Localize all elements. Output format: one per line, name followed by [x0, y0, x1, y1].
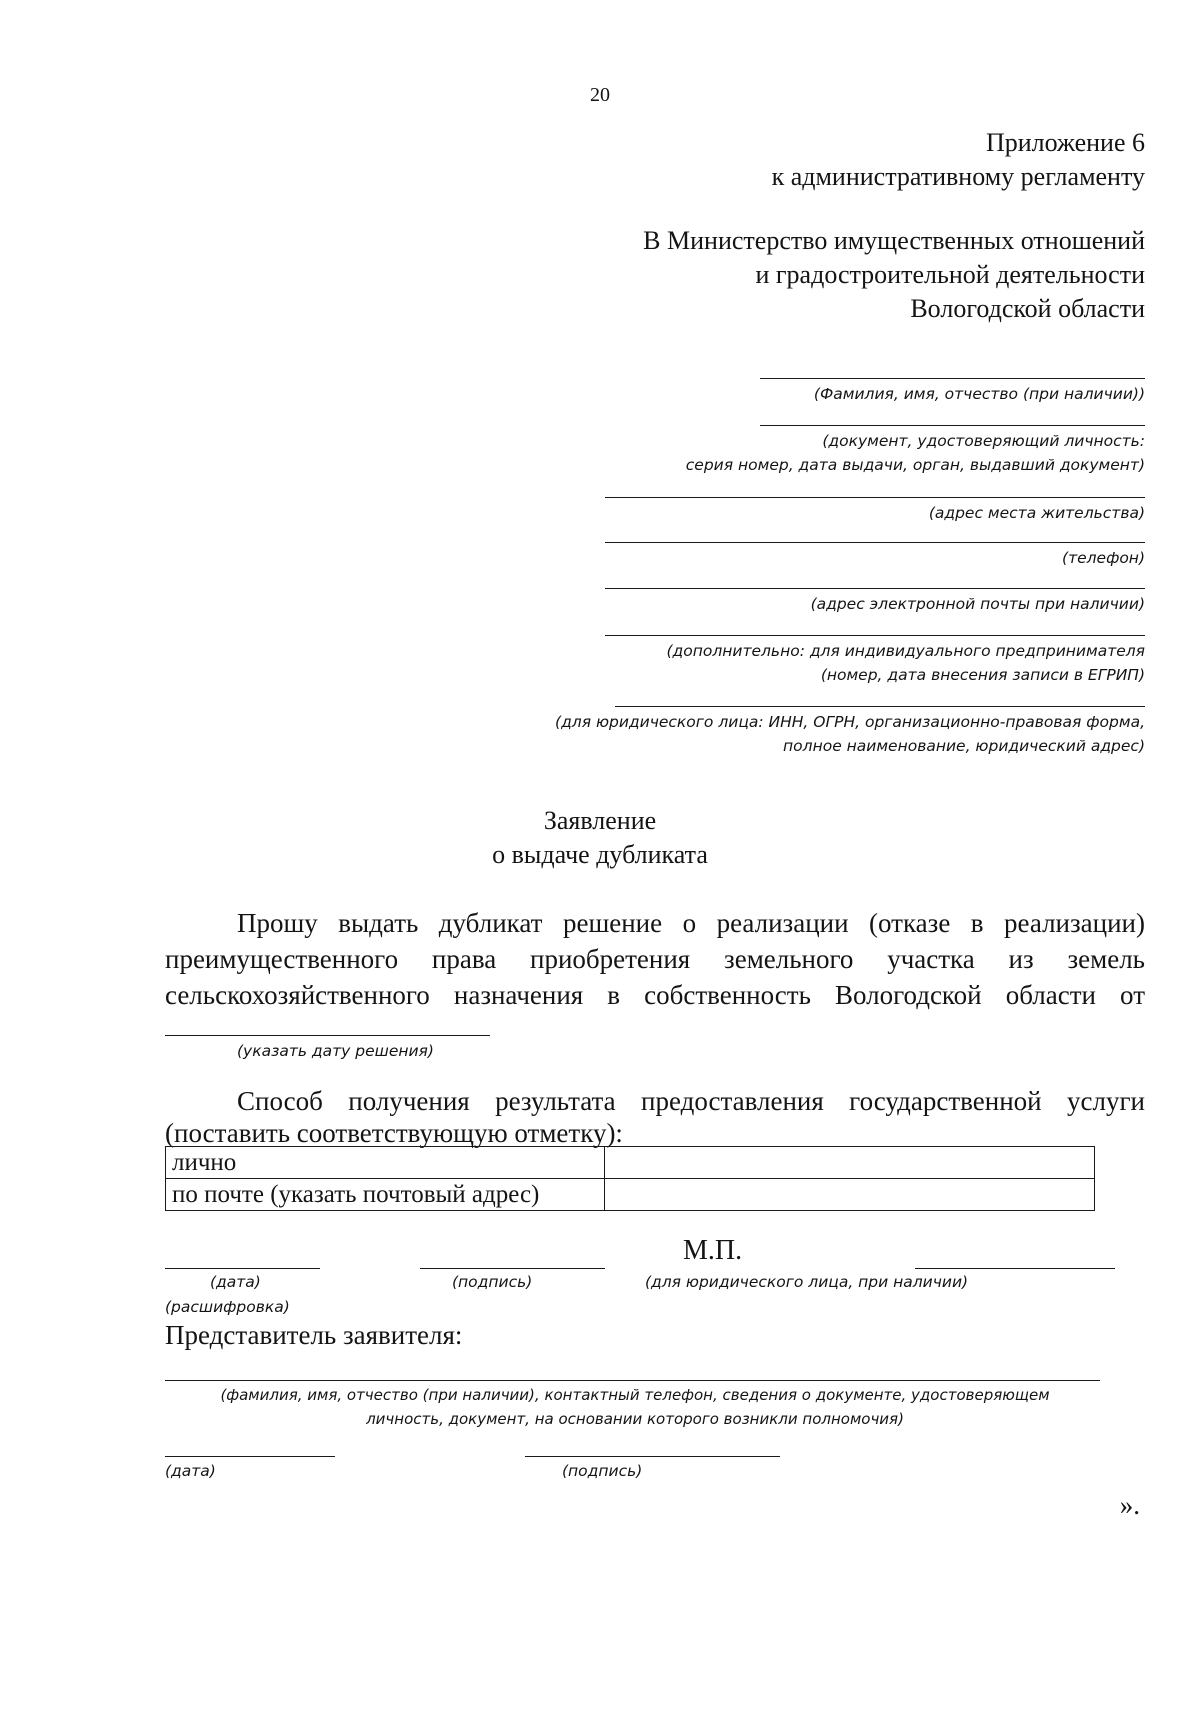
addressee-line-1: В Министерство имущественных отношений — [643, 226, 1145, 255]
document-title: Заявление — [543, 806, 657, 835]
ip-field-hint-1: (дополнительно: для индивидуального предпринимателя — [666, 642, 1145, 660]
representative-signature-line[interactable] — [525, 1456, 780, 1457]
legal-entity-field-line[interactable] — [615, 706, 1145, 707]
method-text-line-2: (поставить соответствующую отметку): — [165, 1118, 623, 1148]
legal-entity-hint-1: (для юридического лица: ИНН, ОГРН, организационно-правовая форма, — [555, 713, 1145, 731]
email-field-hint: (адрес электронной почты при наличии) — [810, 595, 1145, 613]
id-document-field-line[interactable] — [760, 425, 1145, 426]
request-text-line-1: Прошу выдать дубликат решение о реализации (отказе в реализации) — [237, 908, 1145, 938]
legal-entity-stamp-hint: (для юридического лица, при наличии) — [645, 1273, 969, 1291]
request-text-line-3: сельскохозяйственного назначения в собственность Вологодской области от — [165, 980, 1145, 1010]
representative-info-hint-2: личность, документ, на основании которого возникли полномочия) — [366, 1410, 904, 1428]
id-document-hint-1: (документ, удостоверяющий личность: — [822, 432, 1145, 450]
address-field-line[interactable] — [605, 497, 1145, 498]
delivery-method-table — [165, 1146, 1095, 1211]
addressee-line-2: и градостроительной деятельности — [755, 260, 1145, 289]
email-field-line[interactable] — [605, 588, 1145, 589]
representative-info-line[interactable] — [165, 1380, 1100, 1381]
phone-field-hint: (телефон) — [1062, 549, 1145, 567]
request-text-line-2: преимущественного права приобретения земельного участка из земель — [165, 944, 1145, 974]
applicant-decode-hint: (расшифровка) — [165, 1298, 290, 1316]
delivery-option-row — [166, 1179, 1095, 1211]
delivery-option-label: по почте (указать почтовый адрес) — [166, 1179, 605, 1211]
representative-signature-hint: (подпись) — [562, 1462, 643, 1480]
ip-field-line[interactable] — [605, 635, 1145, 636]
decision-date-field-line[interactable] — [165, 1035, 490, 1036]
delivery-option-checkbox[interactable] — [605, 1179, 1095, 1211]
delivery-option-row — [166, 1147, 1095, 1179]
representative-date-line[interactable] — [165, 1456, 335, 1457]
addressee-line-3: Вологодской области — [910, 294, 1145, 323]
method-text-line-1: Способ получения результата предоставления государственной услуги — [237, 1086, 1145, 1116]
stamp-place-label: М.П. — [683, 1235, 743, 1266]
appendix-title: Приложение 6 — [985, 128, 1145, 157]
applicant-signature-hint: (подпись) — [452, 1273, 533, 1291]
closing-quote: ». — [1119, 1490, 1140, 1520]
representative-title: Представитель заявителя: — [165, 1320, 463, 1350]
fio-field-hint: (Фамилия, имя, отчество (при наличии)) — [813, 385, 1145, 403]
representative-date-hint: (дата) — [165, 1462, 216, 1480]
delivery-option-label: лично — [166, 1147, 605, 1179]
document-subtitle: о выдаче дубликата — [492, 840, 708, 869]
decision-date-hint: (указать дату решения) — [237, 1042, 434, 1060]
applicant-date-hint: (дата) — [210, 1273, 261, 1291]
ip-field-hint-2: (номер, дата внесения записи в ЕГРИП) — [820, 666, 1145, 684]
address-field-hint: (адрес места жительства) — [928, 504, 1145, 522]
representative-info-hint-1: (фамилия, имя, отчество (при наличии), контактный телефон, сведения о документе, удостоверяющем — [220, 1386, 1050, 1404]
page-number: 20 — [590, 84, 610, 106]
phone-field-line[interactable] — [605, 542, 1145, 543]
legal-entity-hint-2: полное наименование, юридический адрес) — [783, 737, 1145, 755]
id-document-hint-2: серия номер, дата выдачи, орган, выдавший документ) — [685, 456, 1145, 474]
appendix-regulation: к административному регламенту — [771, 162, 1145, 191]
delivery-option-checkbox[interactable] — [605, 1147, 1095, 1179]
fio-field-line[interactable] — [760, 378, 1145, 379]
